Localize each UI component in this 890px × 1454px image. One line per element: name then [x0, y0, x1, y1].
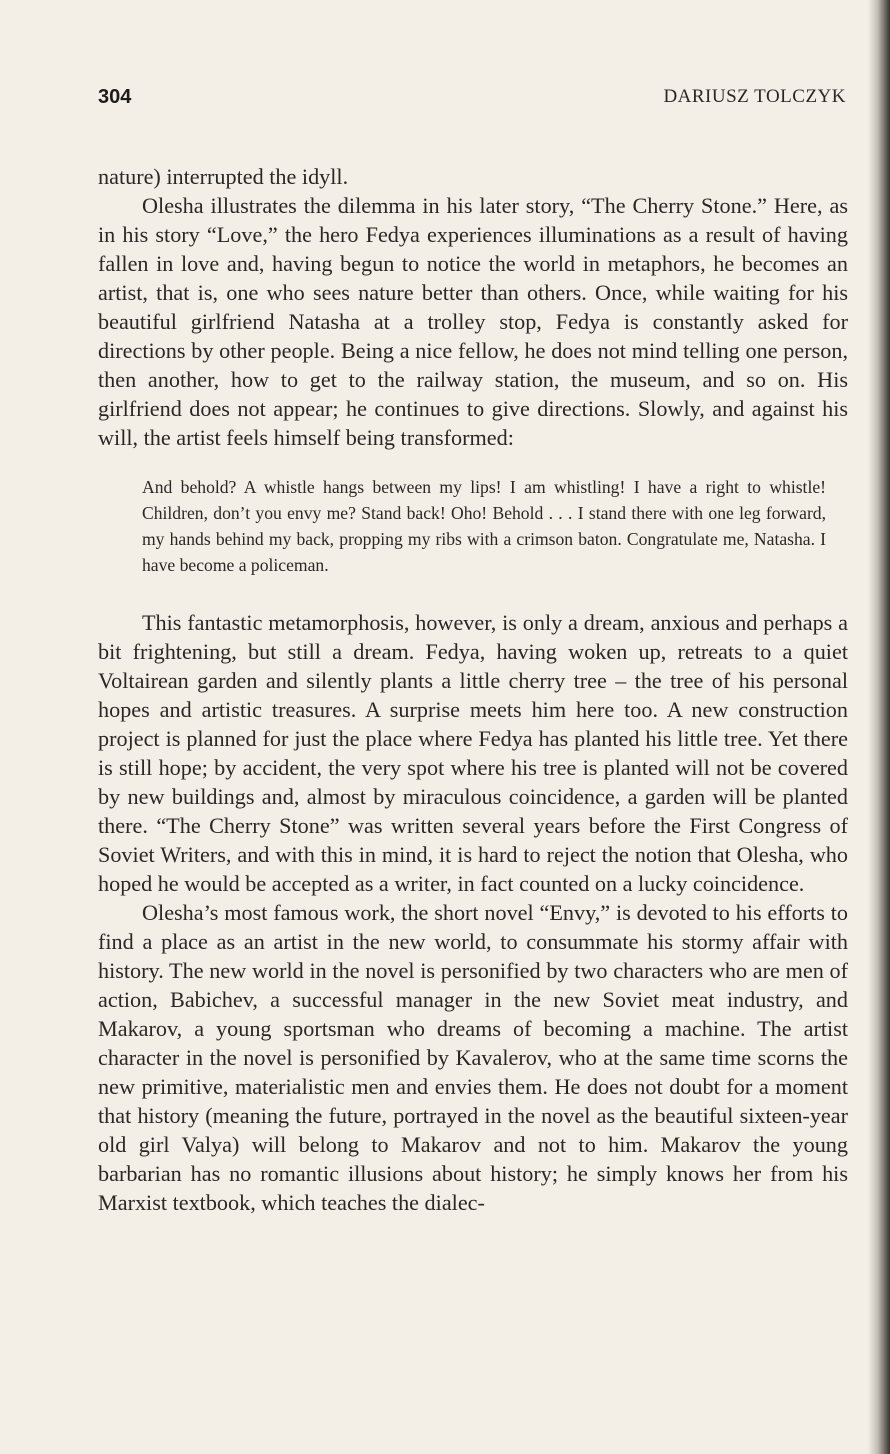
paragraph-cherry-stone: Olesha illustrates the dilemma in his later story, “The Cherry Stone.” Here, as in his story “Love,” the hero Fedya experiences illuminations as a result of having fallen in love and, having begun to notice the world in metaphors, he becomes an artist, that is, one who sees nature better than others. Once, while waiting for his beautiful girlfriend Natasha at a trolley stop, Fedya is constantly asked for directions by other people. Being a nice fellow, he does not mind telling one person, then another, how to get to the railway station, the museum, and so on. His girlfriend does not appear; he continues to give directions. Slowly, and against his will, the artist feels himself being transformed:: [98, 193, 848, 450]
block-quote: And behold? A whistle hangs between my lips! I am whistling! I have a right to whistle! Children, don’t you envy me? Stand back! Oho! Behold . . . I stand there with one leg forward, my hands behind my back, propping my ribs with a crimson baton. Congratulate me, Natasha. I have become a policeman.: [142, 477, 826, 575]
paragraph-envy: Olesha’s most famous work, the short novel “Envy,” is devoted to his efforts to find a place as an artist in the new world, to consummate his stormy affair with history. The new world in the novel is personified by two characters who are men of action, Babichev, a successful manager in the new Soviet meat industry, and Makarov, a young sportsman who dreams of becoming a machine. The artist character in the novel is personified by Kavalerov, who at the same time scorns the new primitive, materialistic men and envies them. He does not doubt for a moment that history (meaning the future, portrayed in the novel as the beautiful sixteen-year old girl Valya) will belong to Makarov and not to him. Makarov the young barbarian has no romantic illusions about history; he simply knows her from his Marxist textbook, which teaches the dialec-: [98, 900, 848, 1215]
page-number: 304: [98, 86, 132, 108]
paragraph-metamorphosis: This fantastic metamorphosis, however, is only a dream, anxious and perhaps a bit frightening, but still a dream. Fedya, having woken up, retreats to a quiet Voltairean garden and silently plants a little cherry tree – the tree of his personal hopes and artistic treasures. A surprise meets him here too. A new construction project is planned for just the place where Fedya has planted his little tree. Yet there is still hope; by accident, the very spot where his tree is planted will not be covered by new buildings and, almost by miraculous coincidence, a garden will be planted there. “The Cherry Stone” was written several years before the First Congress of Soviet Writers, and with this in mind, it is hard to reject the notion that Olesha, who hoped he would be accepted as a writer, in fact counted on a lucky coincidence.: [98, 610, 848, 896]
paragraph-continuation: nature) interrupted the idyll.: [98, 164, 349, 189]
page-header: [98, 86, 846, 118]
running-head: DARIUSZ TOLCZYK: [663, 86, 846, 107]
body-text: [98, 162, 848, 1217]
page-binding-shadow: [868, 0, 890, 1454]
